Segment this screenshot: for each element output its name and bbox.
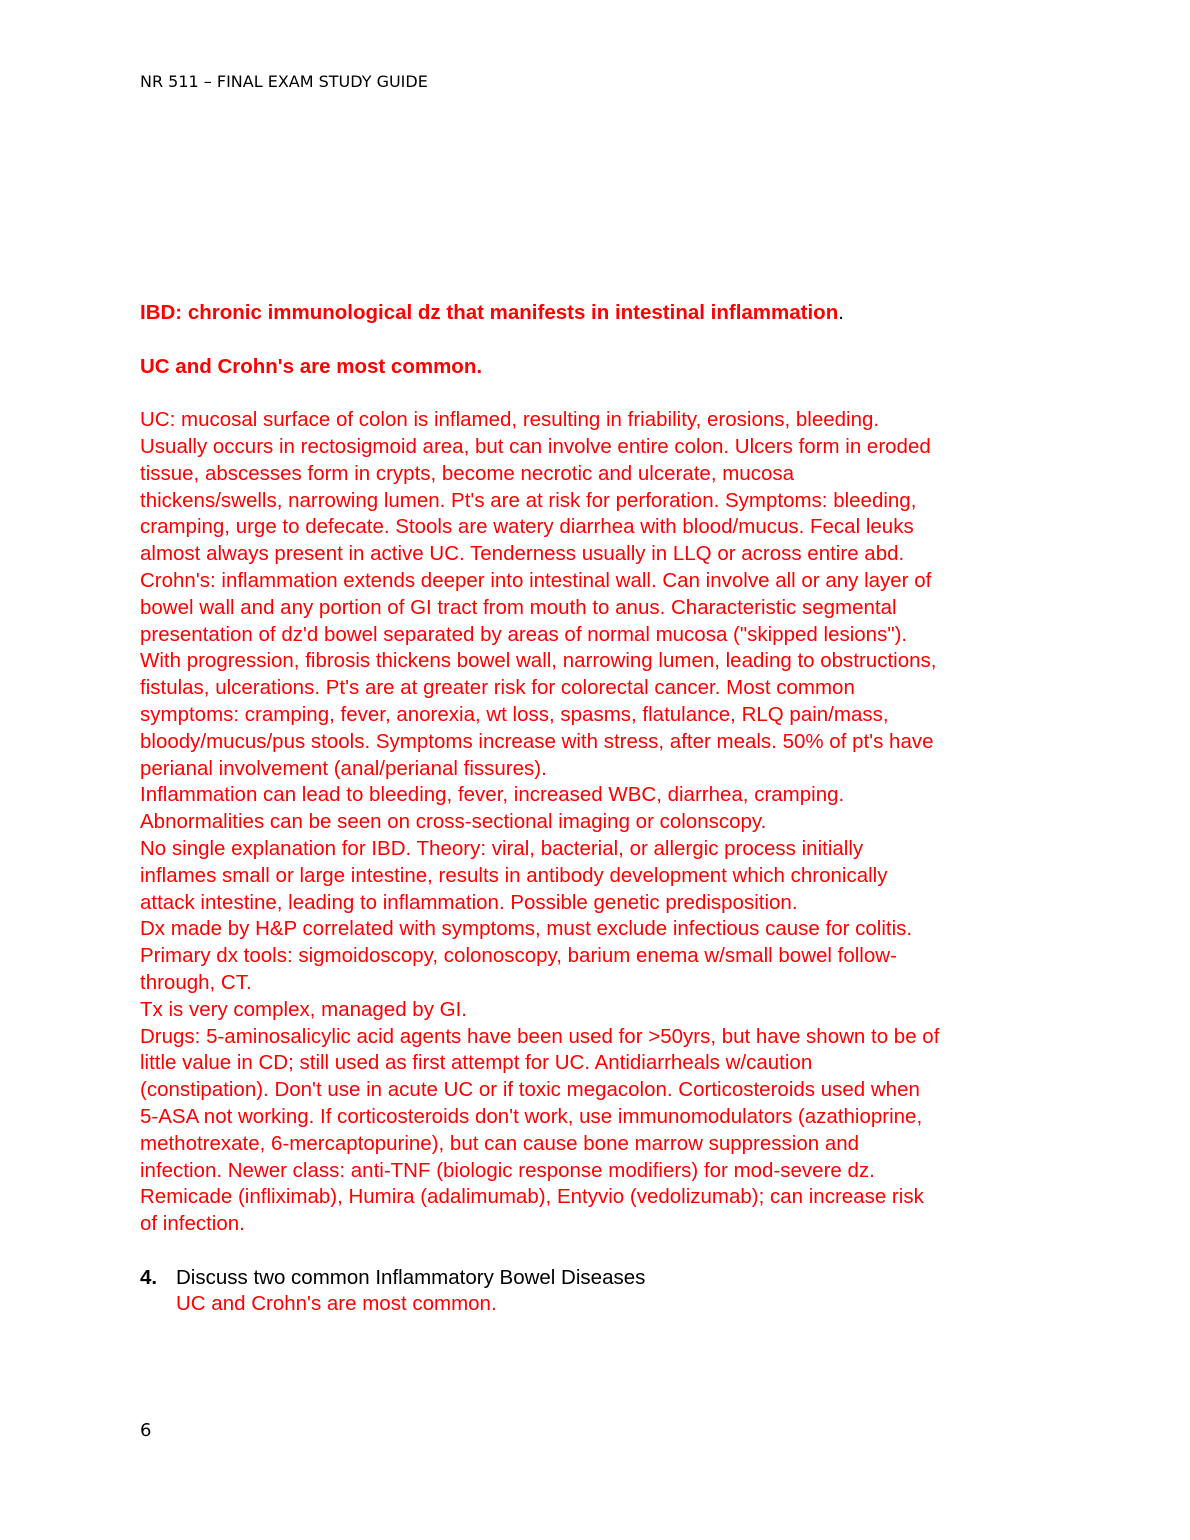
ibd-definition-period: . xyxy=(838,301,844,324)
note-line: through, CT. xyxy=(140,970,252,994)
note-line: With progression, fibrosis thickens bowel wall, narrowing lumen, leading to obstructions, xyxy=(140,649,937,673)
note-line: thickens/swells, narrowing lumen. Pt's are at risk for perforation. Symptoms: bleeding, xyxy=(140,488,917,512)
page-number: 6 xyxy=(140,1420,152,1441)
note-line: Drugs: 5-aminosalicylic acid agents have been used for >50yrs, but have shown to be of xyxy=(140,1024,940,1048)
ibd-notes xyxy=(140,407,1055,1238)
note-line: Usually occurs in rectosigmoid area, but can involve entire colon. Ulcers form in eroded xyxy=(140,434,931,458)
note-line: tissue, abscesses form in crypts, become necrotic and ulcerate, mucosa xyxy=(140,461,795,485)
note-line: Tx is very complex, managed by GI. xyxy=(140,997,467,1021)
note-line: inflames small or large intestine, results in antibody development which chronically xyxy=(140,863,888,887)
note-line: Primary dx tools: sigmoidoscopy, colonoscopy, barium enema w/small bowel follow- xyxy=(140,944,897,968)
ibd-definition-text: IBD: chronic immunological dz that manifests in intestinal inflammation xyxy=(140,301,839,324)
note-line: methotrexate, 6-mercaptopurine), but can cause bone marrow suppression and xyxy=(140,1131,860,1155)
note-line: (constipation). Don't use in acute UC or if toxic megacolon. Corticosteroids used when xyxy=(140,1078,920,1102)
question-4 xyxy=(140,1265,1055,1319)
note-line: attack intestine, leading to inflammation. Possible genetic predisposition. xyxy=(140,890,798,914)
note-line: fistulas, ulcerations. Pt's are at greater risk for colorectal cancer. Most common xyxy=(140,676,855,700)
note-line: cramping, urge to defecate. Stools are watery diarrhea with blood/mucus. Fecal leuks xyxy=(140,515,914,539)
note-line: No single explanation for IBD. Theory: viral, bacterial, or allergic process initially xyxy=(140,836,864,860)
note-line: infection. Newer class: anti-TNF (biologic response modifiers) for mod-severe dz. xyxy=(140,1158,875,1182)
note-line: of infection. xyxy=(140,1212,245,1236)
question-number: 4. xyxy=(140,1265,158,1289)
note-line: symptoms: cramping, fever, anorexia, wt loss, spasms, flatulance, RLQ pain/mass, xyxy=(140,702,889,726)
note-line: Inflammation can lead to bleeding, fever, increased WBC, diarrhea, cramping. xyxy=(140,783,845,807)
note-line: bowel wall and any portion of GI tract from mouth to anus. Characteristic segmental xyxy=(140,595,897,619)
note-line: perianal involvement (anal/perianal fissures). xyxy=(140,756,547,780)
note-line: little value in CD; still used as first attempt for UC. Antidiarrheals w/caution xyxy=(140,1051,813,1075)
question-text: Discuss two common Inflammatory Bowel Diseases xyxy=(176,1265,646,1289)
note-line: UC: mucosal surface of colon is inflamed, resulting in friability, erosions, bleeding. xyxy=(140,408,880,432)
question-answer: UC and Crohn's are most common. xyxy=(176,1292,497,1316)
note-line: presentation of dz'd bowel separated by areas of normal mucosa ("skipped lesions"). xyxy=(140,622,908,646)
note-line: Abnormalities can be seen on cross-sectional imaging or colonscopy. xyxy=(140,810,767,834)
note-line: bloody/mucus/pus stools. Symptoms increase with stress, after meals. 50% of pt's have xyxy=(140,729,934,753)
note-line: almost always present in active UC. Tenderness usually in LLQ or across entire abd. xyxy=(140,542,905,566)
note-line: Crohn's: inflammation extends deeper into intestinal wall. Can involve all or any layer of xyxy=(140,568,932,592)
note-line: 5-ASA not working. If corticosteroids don't work, use immunomodulators (azathioprine, xyxy=(140,1104,923,1128)
page-header: NR 511 – FINAL EXAM STUDY GUIDE xyxy=(140,72,428,91)
document-body xyxy=(140,300,1055,1318)
note-line: Dx made by H&P correlated with symptoms, must exclude infectious cause for colitis. xyxy=(140,917,913,941)
note-line: Remicade (infliximab), Humira (adalimumab), Entyvio (vedolizumab); can increase risk xyxy=(140,1185,924,1209)
ibd-definition xyxy=(140,300,1055,327)
common-ibd-bold: UC and Crohn's are most common. xyxy=(140,354,483,378)
